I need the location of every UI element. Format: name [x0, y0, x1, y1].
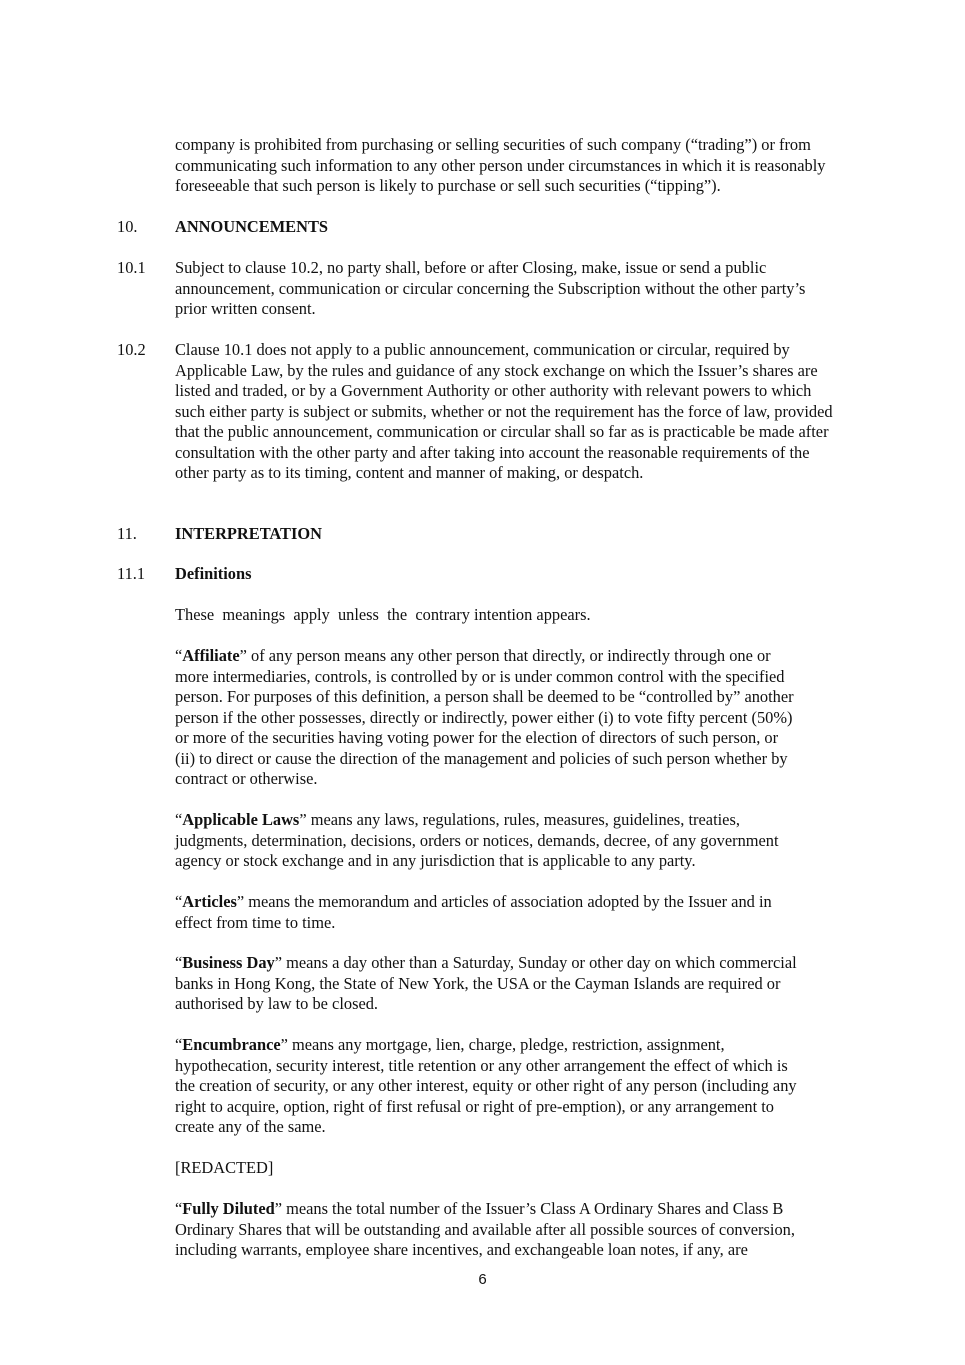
defined-term: Applicable Laws: [182, 810, 300, 829]
clause-line: that the public announcement, communication or circular shall so far as is practicable be made after: [175, 422, 829, 441]
definition-text: ” means any mortgage, lien, charge, pledge, restriction, assignment,: [280, 1035, 725, 1054]
definition-line: contract or otherwise.: [175, 769, 318, 788]
clause-line: Subject to clause 10.2, no party shall, before or after Closing, make, issue or send a public: [175, 258, 767, 277]
clause-10-1-text: [175, 258, 895, 320]
section-11-title: INTERPRETATION: [175, 524, 322, 543]
defined-term: Articles: [182, 892, 237, 911]
definition-line: banks in Hong Kong, the State of New York, the USA or the Cayman Islands are required or: [175, 973, 781, 993]
definition-business-day: [175, 953, 895, 1015]
clause-line: listed and traded, or by a Government Authority or other authority with relevant powers to which: [175, 381, 812, 400]
definition-line: person. For purposes of this definition, a person shall be deemed to be “controlled by” another: [175, 687, 794, 706]
intro-paragraph: [175, 135, 895, 197]
clause-line: other party as to its timing, content and manner of making, or despatch.: [175, 463, 644, 482]
definition-line: Ordinary Shares that will be outstanding and available after all possible sources of conversion,: [175, 1219, 795, 1239]
definition-line: effect from time to time.: [175, 912, 336, 932]
definition-text: ” means the total number of the Issuer’s Class A Ordinary Shares and Class B: [274, 1199, 784, 1218]
definition-line: authorised by law to be closed.: [175, 994, 379, 1013]
section-11-number: 11.: [117, 524, 137, 543]
definition-line: (ii) to direct or cause the direction of the management and policies of such person whether by: [175, 748, 788, 768]
definition-text: ” of any person means any other person that directly, or indirectly through one or: [239, 646, 771, 665]
definition-first-line: “Affiliate” of any person means any other person that directly, or indirectly through one or: [175, 646, 771, 665]
definition-encumbrance: [175, 1035, 895, 1138]
clause-10-2-number: 10.2: [117, 340, 146, 359]
definition-line: more intermediaries, controls, is controlled by or is under common control with the specified: [175, 666, 785, 686]
defined-term: Affiliate: [182, 646, 240, 665]
clause-line: announcement, communication or circular concerning the Subscription without the other party’s: [175, 278, 806, 298]
clause-line: such either party is subject or submits, whether or not the requirement has the force of law, provided: [175, 401, 833, 421]
definition-line: or more of the securities having voting power for the election of directors of such person, or: [175, 728, 779, 747]
clause-11-1-number: 11.1: [117, 564, 146, 583]
clause-11-1-title: Definitions: [175, 564, 252, 583]
clause-line: Applicable Law, by the rules and guidance of any stock exchange on which the Issuer’s shares are: [175, 360, 818, 380]
definition-first-line: “Encumbrance” means any mortgage, lien, charge, pledge, restriction, assignment,: [175, 1035, 725, 1054]
intro-line: communicating such information to any other person under circumstances in which it is reasonably: [175, 155, 826, 175]
intro-line: foreseeable that such person is likely to purchase or sell such securities (“tipping”).: [175, 176, 721, 195]
definition-line: create any of the same.: [175, 1117, 326, 1136]
definition-fully-diluted: [175, 1199, 895, 1261]
page-number: 6: [478, 1271, 487, 1288]
redacted-marker: [REDACTED]: [175, 1158, 274, 1177]
definition-line: person if the other possesses, directly or indirectly, power either (i) to vote fifty percent (50%): [175, 707, 793, 727]
definition-first-line: “Applicable Laws” means any laws, regulations, rules, measures, guidelines, treaties,: [175, 810, 740, 829]
definition-affiliate: [175, 646, 895, 790]
clause-line: consultation with the other party and after taking into account the reasonable requirements of the: [175, 442, 810, 462]
definition-line: judgments, determination, decisions, orders or notices, demands, decree, of any government: [175, 830, 779, 850]
clause-line: prior written consent.: [175, 299, 316, 318]
definition-first-line: “Fully Diluted” means the total number of the Issuer’s Class A Ordinary Shares and Class B: [175, 1199, 784, 1218]
intro-line: company is prohibited from purchasing or selling securities of such company (“trading”) or from: [175, 135, 811, 154]
definition-articles: [175, 892, 895, 933]
definition-text: ” means the memorandum and articles of association adopted by the Issuer and in: [236, 892, 772, 911]
definition-first-line: “Business Day” means a day other than a Saturday, Sunday or other day on which commercial: [175, 953, 797, 972]
definition-text: ” means any laws, regulations, rules, measures, guidelines, treaties,: [299, 810, 740, 829]
clause-10-1-number: 10.1: [117, 258, 146, 277]
defined-term: Fully Diluted: [182, 1199, 275, 1218]
definition-text: ” means a day other than a Saturday, Sunday or other day on which commercial: [274, 953, 797, 972]
clause-line: Clause 10.1 does not apply to a public announcement, communication or circular, required by: [175, 340, 790, 359]
defined-term: Encumbrance: [182, 1035, 281, 1054]
definition-line: agency or stock exchange and in any jurisdiction that is applicable to any party.: [175, 851, 696, 870]
definition-applicable-laws: [175, 810, 895, 872]
section-10-title: ANNOUNCEMENTS: [175, 217, 328, 236]
definition-first-line: “Articles” means the memorandum and articles of association adopted by the Issuer and in: [175, 892, 772, 911]
clause-10-2-text: [175, 340, 895, 484]
section-10-number: 10.: [117, 217, 138, 236]
definition-line: including warrants, employee share incentives, and exchangeable loan notes, if any, are: [175, 1240, 748, 1259]
definition-line: the creation of security, or any other interest, equity or other right of any person (including any: [175, 1076, 797, 1095]
meanings-sentence: These meanings apply unless the contrary intention appears.: [175, 605, 591, 624]
defined-term: Business Day: [182, 953, 275, 972]
definition-line: right to acquire, option, right of first refusal or right of pre-emption), or any arrangement to: [175, 1096, 774, 1116]
definition-line: hypothecation, security interest, title retention or any other arrangement the effect of which is: [175, 1055, 788, 1075]
